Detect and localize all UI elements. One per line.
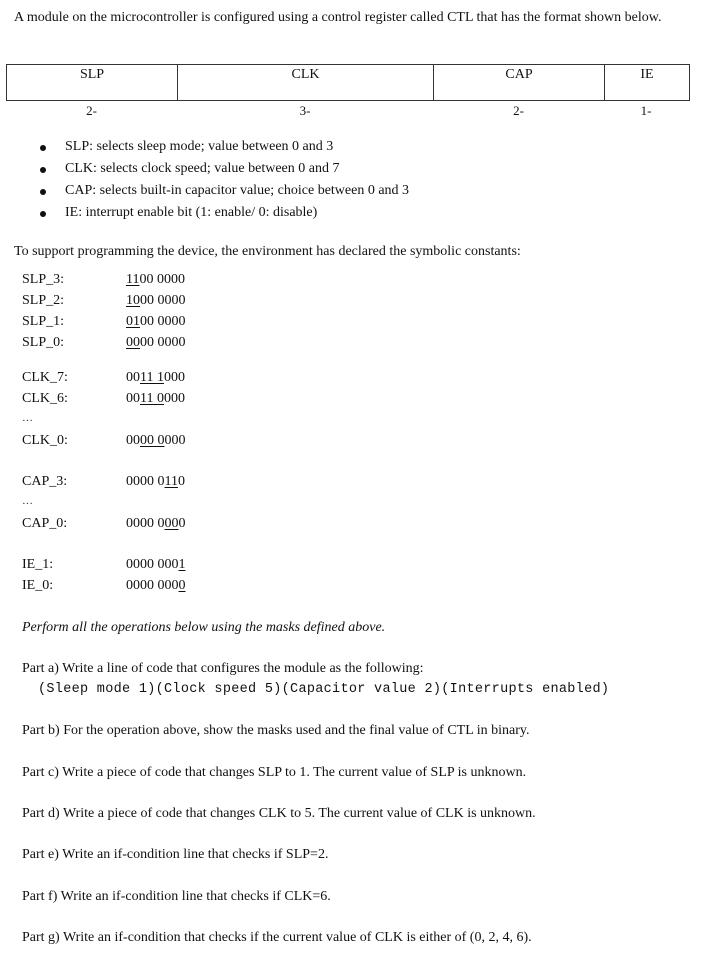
bits-slp: 2-	[86, 103, 97, 118]
part-a: Part a) Write a line of code that configures the module as the following:	[22, 661, 424, 676]
bits-clk: 3-	[299, 103, 311, 118]
const-slp2-value: 1000 0000	[126, 293, 186, 308]
const-cap0-value: 0000 0000	[126, 516, 186, 531]
part-e: Part e) Write an if-condition line that checks if SLP=2.	[22, 847, 329, 862]
register-format-table	[6, 64, 690, 101]
const-ie1-name: IE_1:	[22, 557, 54, 572]
list-item: SLP: selects sleep mode; value between 0 and 3	[40, 136, 409, 158]
const-clk6-value: 0011 0000	[126, 391, 185, 406]
ellipsis: …	[22, 495, 34, 507]
const-cap3-value: 0000 0110	[126, 474, 185, 489]
const-slp3-value: 1100 0000	[126, 272, 185, 287]
bits-cap: 2-	[513, 103, 524, 118]
const-slp2-name: SLP_2:	[22, 293, 65, 308]
const-clk7-name: CLK_7:	[22, 370, 68, 385]
field-cap: CAP	[434, 65, 605, 100]
bullet-icon	[40, 211, 46, 217]
bullet-icon	[40, 189, 46, 195]
field-slp: SLP	[7, 65, 178, 100]
part-d: Part d) Write a piece of code that changes CLK to 5. The current value of CLK is unknown.	[22, 806, 536, 821]
constants-intro: To support programming the device, the environment has declared the symbolic constants:	[14, 244, 521, 259]
field-clk: CLK	[178, 65, 434, 100]
list-item: CLK: selects clock speed; value between 0 and 7	[40, 158, 409, 180]
part-a-code: (Sleep mode 1)(Clock speed 5)(Capacitor value 2)(Interrupts enabled)	[38, 682, 610, 697]
register-bit-widths	[6, 101, 690, 119]
const-cap0-name: CAP_0:	[22, 516, 68, 531]
const-cap3-name: CAP_3:	[22, 474, 68, 489]
const-clk6-name: CLK_6:	[22, 391, 68, 406]
ellipsis: …	[22, 412, 34, 424]
part-b: Part b) For the operation above, show the masks used and the final value of CTL in binary.	[22, 723, 530, 738]
list-item: IE: interrupt enable bit (1: enable/ 0: disable)	[40, 202, 409, 224]
const-ie1-value: 0000 0001	[126, 557, 186, 572]
bullet-icon	[40, 167, 46, 173]
field-ie: IE	[640, 67, 654, 82]
const-slp3-name: SLP_3:	[22, 272, 65, 287]
part-f: Part f) Write an if-condition line that checks if CLK=6.	[22, 889, 331, 904]
field-descriptions	[40, 136, 409, 224]
const-slp0-name: SLP_0:	[22, 335, 65, 350]
const-slp1-value: 0100 0000	[126, 314, 186, 329]
instruction-text: Perform all the operations below using the masks defined above.	[22, 620, 386, 635]
const-clk0-name: CLK_0:	[22, 433, 68, 448]
const-ie0-value: 0000 0000	[126, 578, 186, 593]
const-clk7-value: 0011 1000	[126, 370, 185, 385]
list-item: CAP: selects built-in capacitor value; choice between 0 and 3	[40, 180, 409, 202]
bullet-icon	[40, 145, 46, 151]
intro-paragraph: A module on the microcontroller is configured using a control register called CTL that has the format shown below.	[14, 10, 662, 25]
const-slp1-name: SLP_1:	[22, 314, 65, 329]
part-g: Part g) Write an if-condition that checks if the current value of CLK is either of (0, 2, 4, 6).	[22, 930, 532, 945]
bits-ie: 1-	[640, 103, 652, 118]
const-ie0-name: IE_0:	[22, 578, 54, 593]
part-c: Part c) Write a piece of code that changes SLP to 1. The current value of SLP is unknown.	[22, 765, 527, 780]
const-clk0-value: 0000 0000	[126, 433, 186, 448]
const-slp0-value: 0000 0000	[126, 335, 186, 350]
